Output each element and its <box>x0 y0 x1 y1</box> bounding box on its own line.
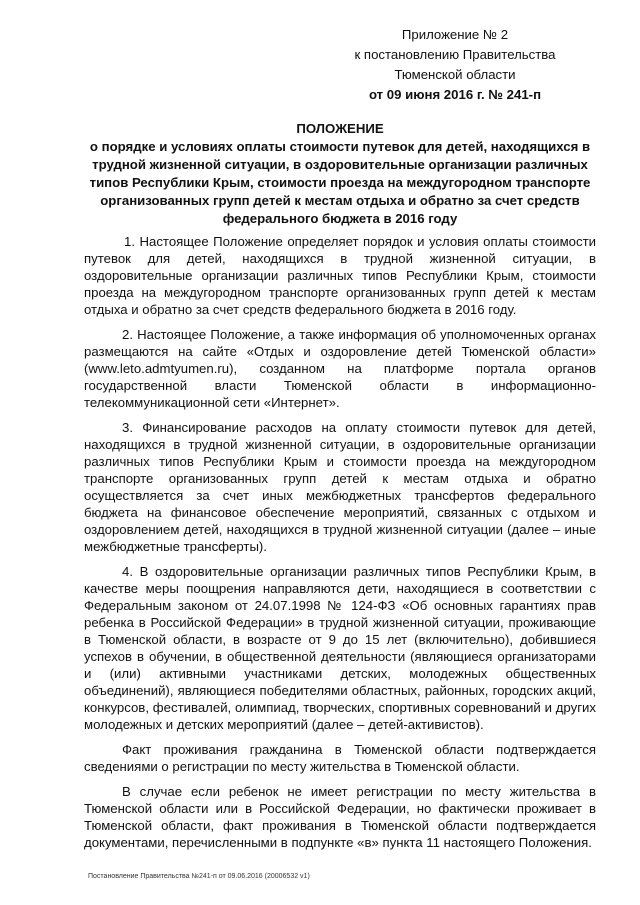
paragraph-1: 1. Настоящее Положение определяет порядок и условия оплаты стоимости путевок для детей, находящихся в трудной жизненной ситуации, в оздоровительные организации различных типов Республики Крым, стоимости проезда на междугородном транспорте организованных групп детей к местам отдыха и обратно за счет средств федерального бюджета в 2016 году. <box>84 234 596 317</box>
appendix-region: Тюменской области <box>394 67 516 82</box>
paragraph-no-registration: В случае если ребенок не имеет регистрации по месту жительства в Тюменской области или в Российской Федерации, но фактически проживает в Тюменской области, факт проживания в Тюменской области подтверждается документами, перечисленными в подпункте «в» пункта 11 настоящего Положения. <box>84 784 596 850</box>
paragraph-3: 3. Финансирование расходов на оплату стоимости путевок для детей, находящихся в трудной жизненной ситуации, в оздоровительные организации различных типов Республики Крым и стоимости проезда на междугородном транспорте организованных групп детей к местам отдыха и обратно осуществляется за счет иных межбюджетных трансфертов федерального бюджета на финансовое обеспечение мероприятий, связанных с отдыхом и оздоровлением детей, находящихся в трудной жизненной ситуации (далее – иные межбюджетные трансферты). <box>84 420 596 554</box>
paragraph-residence: Факт проживания гражданина в Тюменской области подтверждается сведениями о регистрации по месту жительства в Тюменской области. <box>84 742 596 774</box>
appendix-header <box>340 25 570 105</box>
document-title <box>84 120 596 228</box>
appendix-date: от 09 июня 2016 г. № 241-п <box>368 87 542 102</box>
paragraph-4: 4. В оздоровительные организации различных типов Республики Крым, в качестве меры поощрения направляются дети, находящиеся в соответствии с Федеральным законом от 24.07.1998 № 124-ФЗ «Об основных гарантиях прав ребенка в Российской Федерации» в трудной жизненной ситуации, проживающие в Тюменской области, в возрасте от 9 до 15 лет (включительно), добившиеся успехов в обучении, в общественной деятельности (являющиеся организаторами и (или) активными участниками детских, молодежных общественных объединений), являющиеся победителями областных, районных, городских акций, конкурсов, фестивалей, олимпиад, творческих, спортивных соревнований и других молодежных и детских мероприятий (далее – детей-активистов). <box>84 564 596 732</box>
title-subtitle: о порядке и условиях оплаты стоимости путевок для детей, находящихся в трудной жизненной ситуации, в оздоровительные организации различных типов Республики Крым, стоимости проезда на междугородном транспорте организованных групп детей к местам отдыха и обратно за счет средств федерального бюджета в 2016 году <box>89 139 591 226</box>
document-body <box>84 233 596 859</box>
appendix-resolution: к постановлению Правительства <box>354 47 556 62</box>
appendix-number: Приложение № 2 <box>401 27 509 42</box>
paragraph-2: 2. Настоящее Положение, а также информация об уполномоченных органах размещаются на сайте «Отдых и оздоровление детей Тюменской области» (www.leto.admtyumen.ru), созданном на платформе портала органов государственной власти Тюменской области в информационно-телекоммуникационной сети «Интернет». <box>84 327 596 410</box>
page-footer: Постановление Правительства №241-п от 09.06.2016 (20006532 v1) <box>88 873 310 880</box>
title-heading: ПОЛОЖЕНИЕ <box>296 121 384 136</box>
